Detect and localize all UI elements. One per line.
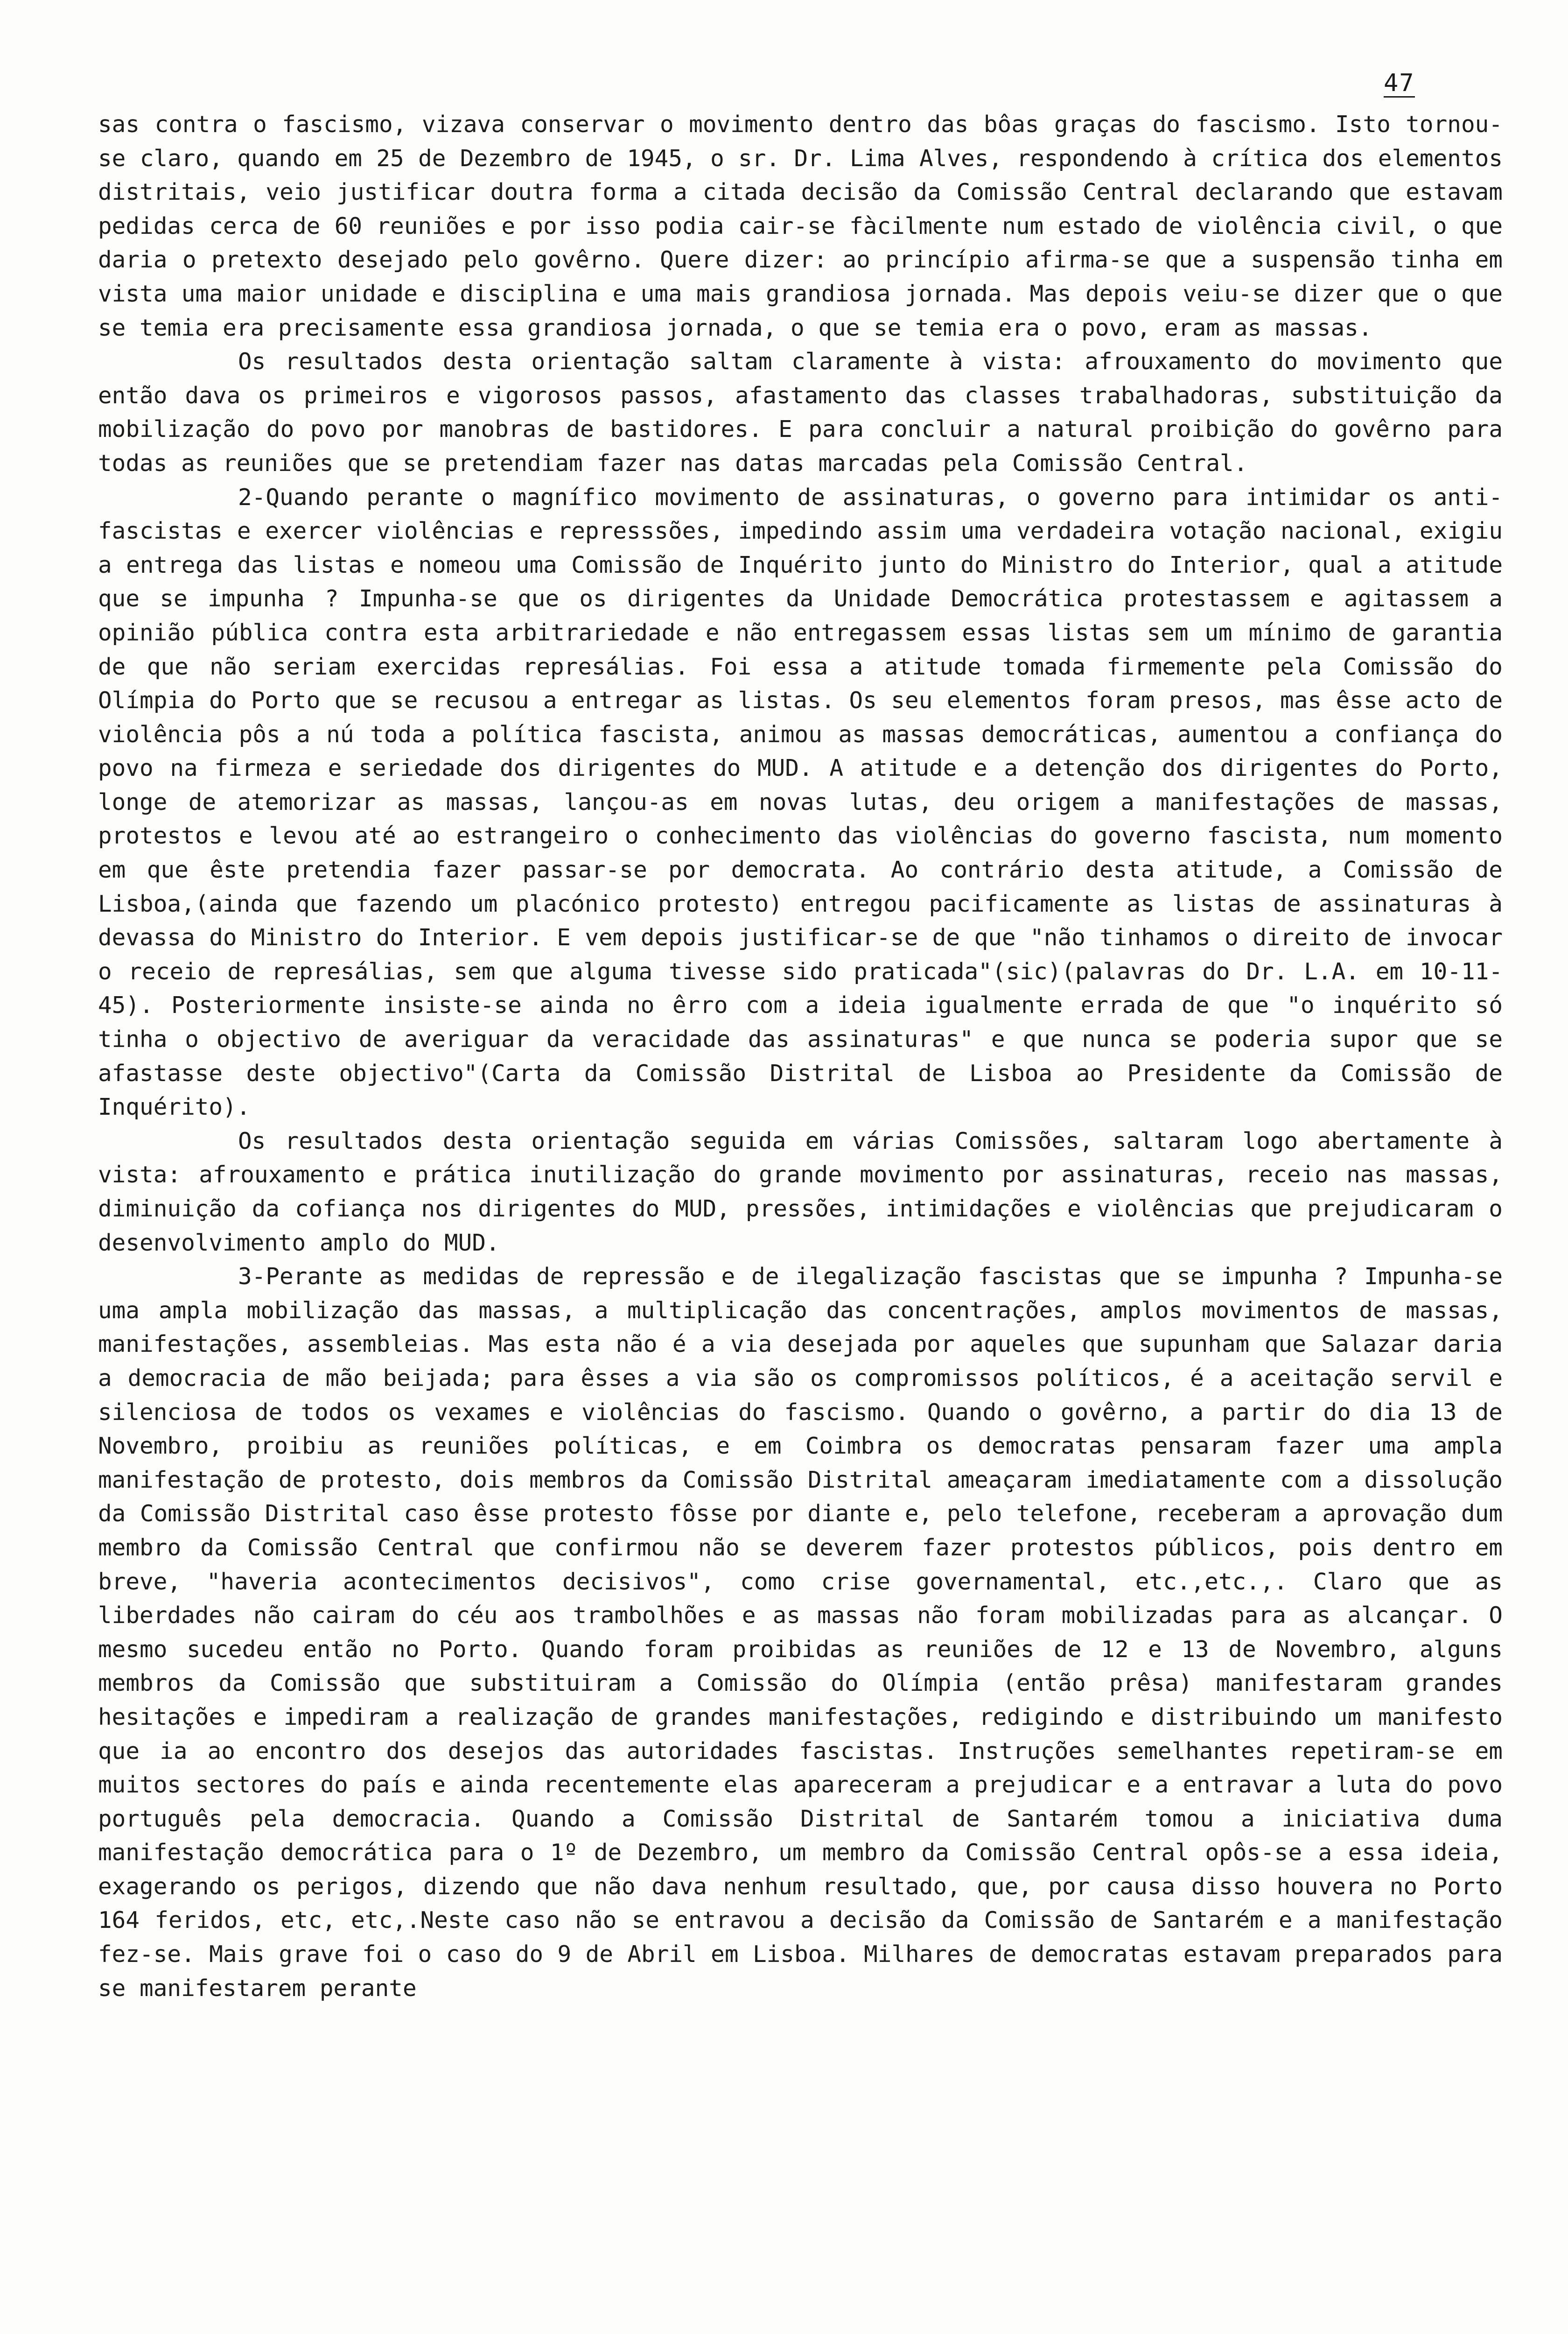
body-text xyxy=(98,107,1503,2005)
paragraph-4: Os resultados desta orientação seguida em várias Comissões, saltaram logo abertamente à vista: afrouxamento e prática inutilização do grande movimento por assinaturas, receio nas massas, diminuição da cofiança nos dirigentes do MUD, pressões, intimidações e violências que prejudicaram o desenvolvimento amplo do MUD. xyxy=(98,1127,1503,1256)
page-number: 47 xyxy=(1384,69,1415,97)
paragraph-5: 3-Perante as medidas de repressão e de ilegalização fascistas que se impunha ? Impunha-se uma ampla mobilização das massas, a multiplicação das concentrações, amplos movimentos de massas, manifestações, assembleias. Mas esta não é a via desejada por aqueles que supunham que Salazar daria a democracia de mão beijada; para êsses a via são os compromissos políticos, é a aceitação servil e silenciosa de todos os vexames e violências do fascismo. Quando o govêrno, a partir do dia 13 de Novembro, proibiu as reuniões políticas, e em Coimbra os democratas pensaram fazer uma ampla manifestação de protesto, dois membros da Comissão Distrital ameaçaram imediatamente com a dissolução da Comissão Distrital caso êsse protesto fôsse por diante e, pelo telefone, receberam a aprovação dum membro da Comissão Central que confirmou não se deverem fazer protestos públicos, pois dentro em breve, "haveria acontecimentos decisivos", como crise governamental, etc.,etc.,. Claro que as liberdades não cairam do céu aos trambolhões e as massas não foram mobilizadas para as alcançar. O mesmo sucedeu então no Porto. Quando foram proibidas as reuniões de 12 e 13 de Novembro, alguns membros da Comissão que substituiram a Comissão do Olímpia (então prêsa) manifestaram grandes hesitações e impediram a realização de grandes manifestações, redigindo e distribuindo um manifesto que ia ao encontro dos desejos das autoridades fascistas. Instruções semelhantes repetiram-se em muitos sectores do país e ainda recentemente elas apareceram a prejudicar e a entravar a luta do povo português pela democracia. Quando a Comissão Distrital de Santarém tomou a iniciativa duma manifestação democrática para o 1º de Dezembro, um membro da Comissão Central opôs-se a essa ideia, exagerando os perigos, dizendo que não dava nenhum resultado, que, por causa disso houvera no Porto 164 feridos, etc, etc,.Neste caso não se entravou a decisão da Comissão de Santarém e a manifestação fez-se. Mais grave foi o caso do 9 de Abril em Lisboa. Milhares de democratas estavam preparados para se manifestarem perante xyxy=(98,1263,1503,2002)
paragraph-1: sas contra o fascismo, vizava conservar o movimento dentro das bôas graças do fascismo. Isto tornou-se claro, quando em 25 de Dezembro de 1945, o sr. Dr. Lima Alves, respondendo à crítica dos elementos distritais, veio justificar doutra forma a citada decisão da Comissão Central declarando que estavam pedidas cerca de 60 reuniões e por isso podia cair-se fàcilmente num estado de violência civil, o que daria o pretexto desejado pelo govêrno. Quere dizer: ao princípio afirma-se que a suspensão tinha em vista uma maior unidade e disciplina e uma mais grandiosa jornada. Mas depois veiu-se dizer que o que se temia era precisamente essa grandiosa jornada, o que se temia era o povo, eram as massas. xyxy=(98,111,1503,341)
paragraph-3: 2-Quando perante o magnífico movimento de assinaturas, o governo para intimidar os anti-fascistas e exercer violências e represssões, impedindo assim uma verdadeira votação nacional, exigiu a entrega das listas e nomeou uma Comissão de Inquérito junto do Ministro do Interior, qual a atitude que se impunha ? Impunha-se que os dirigentes da Unidade Democrática protestassem e agitassem a opinião pública contra esta arbitrariedade e não entregassem essas listas sem um mínimo de garantia de que não seriam exercidas represálias. Foi essa a atitude tomada firmemente pela Comissão do Olímpia do Porto que se recusou a entregar as listas. Os seu elementos foram presos, mas êsse acto de violência pôs a nú toda a política fascista, animou as massas democráticas, aumentou a confiança do povo na firmeza e seriedade dos dirigentes do MUD. A atitude e a detenção dos dirigentes do Porto, longe de atemorizar as massas, lançou-as em novas lutas, deu origem a manifestações de massas, protestos e levou até ao estrangeiro o conhecimento das violências do governo fascista, num momento em que êste pretendia fazer passar-se por democrata. Ao contrário desta atitude, a Comissão de Lisboa,(ainda que fazendo um placónico protesto) entregou pacificamente as listas de assinaturas à devassa do Ministro do Interior. E vem depois justificar-se de que "não tinhamos o direito de invocar o receio de represálias, sem que alguma tivesse sido praticada"(sic)(palavras do Dr. L.A. em 10-11-45). Posteriormente insiste-se ainda no êrro com a ideia igualmente errada de que "o inquérito só tinha o objectivo de averiguar da veracidade das assinaturas" e que nunca se poderia supor que se afastasse deste objectivo"(Carta da Comissão Distrital de Lisboa ao Presidente da Comissão de Inquérito). xyxy=(98,483,1503,1121)
paragraph-2: Os resultados desta orientação saltam claramente à vista: afrouxamento do movimento que então dava os primeiros e vigorosos passos, afastamento das classes trabalhadoras, substituição da mobilização do povo por manobras de bastidores. E para concluir a natural proibição do govêrno para todas as reuniões que se pretendiam fazer nas datas marcadas pela Comissão Central. xyxy=(98,348,1503,477)
